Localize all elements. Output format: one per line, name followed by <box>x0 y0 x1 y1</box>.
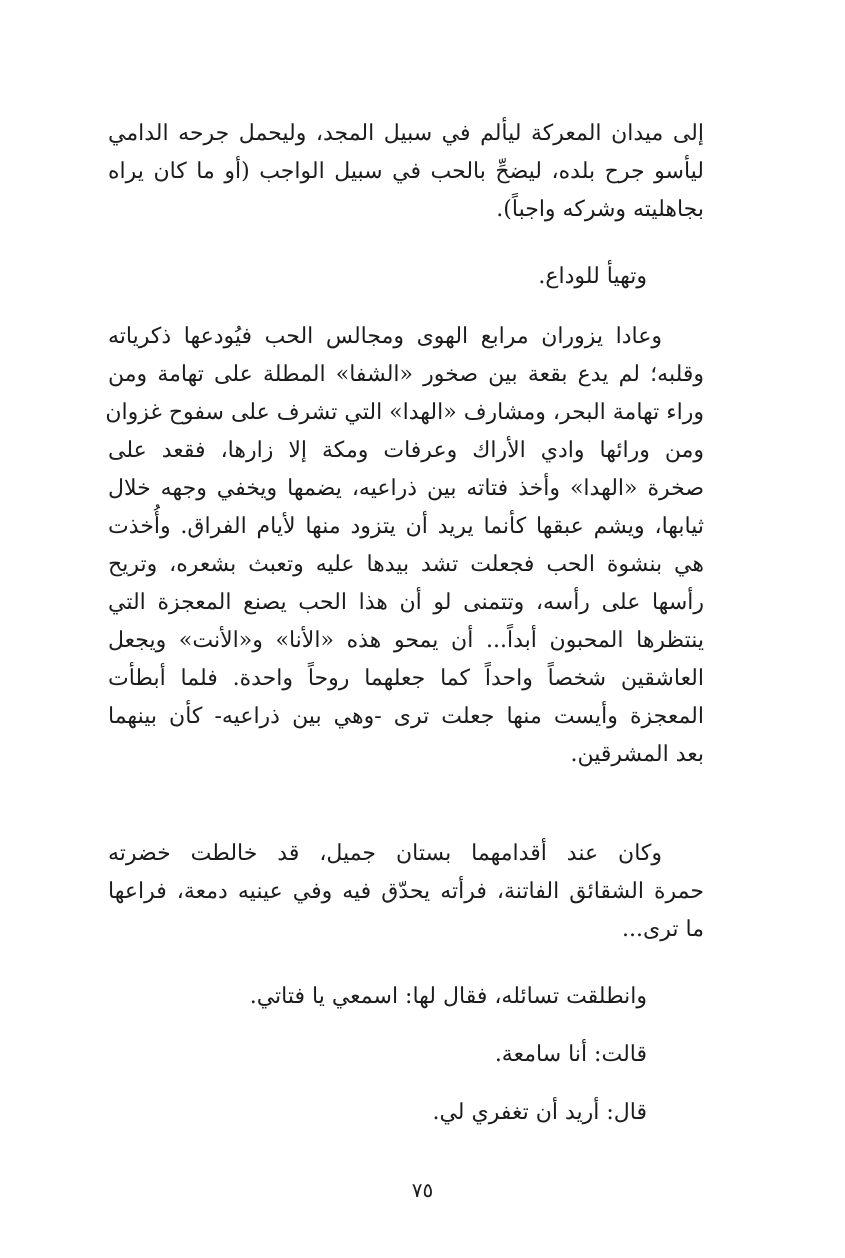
text-line: إلى ميدان المعركة ليألم في سبيل المجد، وليحمل جرحه الدامي <box>108 121 704 146</box>
text-line: صخرة «الهدا» وأخذ فتاته بين ذراعيه، يضمها ويخفي وجهه خلال <box>108 476 704 501</box>
text-line: ومن ورائها وادي الأراك وعرفات ومكة إلا زارها، فقعد على <box>108 438 704 463</box>
text-line: وانطلقت تسائله، فقال لها: اسمعي يا فتاتي. <box>249 984 647 1009</box>
text-line: ليأسو جرح بلده، ليضحِّ بالحب في سبيل الواجب (أو ما كان يراه <box>108 159 704 184</box>
dialogue-3 <box>108 1094 704 1132</box>
text-line: وقلبه؛ لم يدع بقعة بين صخور «الشفا» المطلة على تهامة ومن <box>108 362 704 387</box>
paragraph-4 <box>108 835 704 949</box>
paragraph-1 <box>108 115 704 229</box>
text-line: ينتظرها المحبون أبداً... أن يمحو هذه «الأنا» و«الأنت» ويجعل <box>108 628 704 653</box>
text-line: المعجزة وأيست منها جعلت ترى -وهي بين ذراعيه- كأن بينهما <box>108 704 704 729</box>
text-line: قال: أريد أن تغفري لي. <box>432 1100 647 1125</box>
dialogue-1 <box>108 978 704 1016</box>
text-line: وتهيأ للوداع. <box>538 264 647 289</box>
text-line: بجاهليته وشركه واجباً). <box>496 197 704 222</box>
dialogue-2 <box>108 1036 704 1074</box>
text-line: ثيابها، ويشم عبقها كأنما يريد أن يتزود منها لأيام الفراق. وأُخذت <box>108 514 704 539</box>
paragraph-3 <box>105 318 704 774</box>
paragraph-2 <box>108 258 704 296</box>
text-line: ما ترى... <box>622 917 704 942</box>
text-line: هي بنشوة الحب فجعلت تشد بيدها عليه وتعبث بشعره، وتريح <box>108 552 704 577</box>
page-number: ٧٥ <box>411 1178 434 1202</box>
text-line: وعادا يزوران مرابع الهوى ومجالس الحب فيُودعها ذكرياته <box>108 324 662 349</box>
text-line: وراء تهامة البحر، ومشارف «الهدا» التي تشرف على سفوح غزوان <box>105 400 704 425</box>
text-line: رأسها على رأسه، وتتمنى لو أن هذا الحب يصنع المعجزة التي <box>108 590 704 615</box>
text-line: قالت: أنا سامعة. <box>494 1042 647 1067</box>
text-line: العاشقين شخصاً واحداً كما جعلهما روحاً واحدة. فلما أبطأت <box>108 666 704 691</box>
text-line: بعد المشرقين. <box>570 742 704 767</box>
text-line: وكان عند أقدامهما بستان جميل، قد خالطت خضرته <box>108 841 662 866</box>
text-line: حمرة الشقائق الفاتنة، فرأته يحدّق فيه وفي عينيه دمعة، فراعها <box>108 879 704 904</box>
